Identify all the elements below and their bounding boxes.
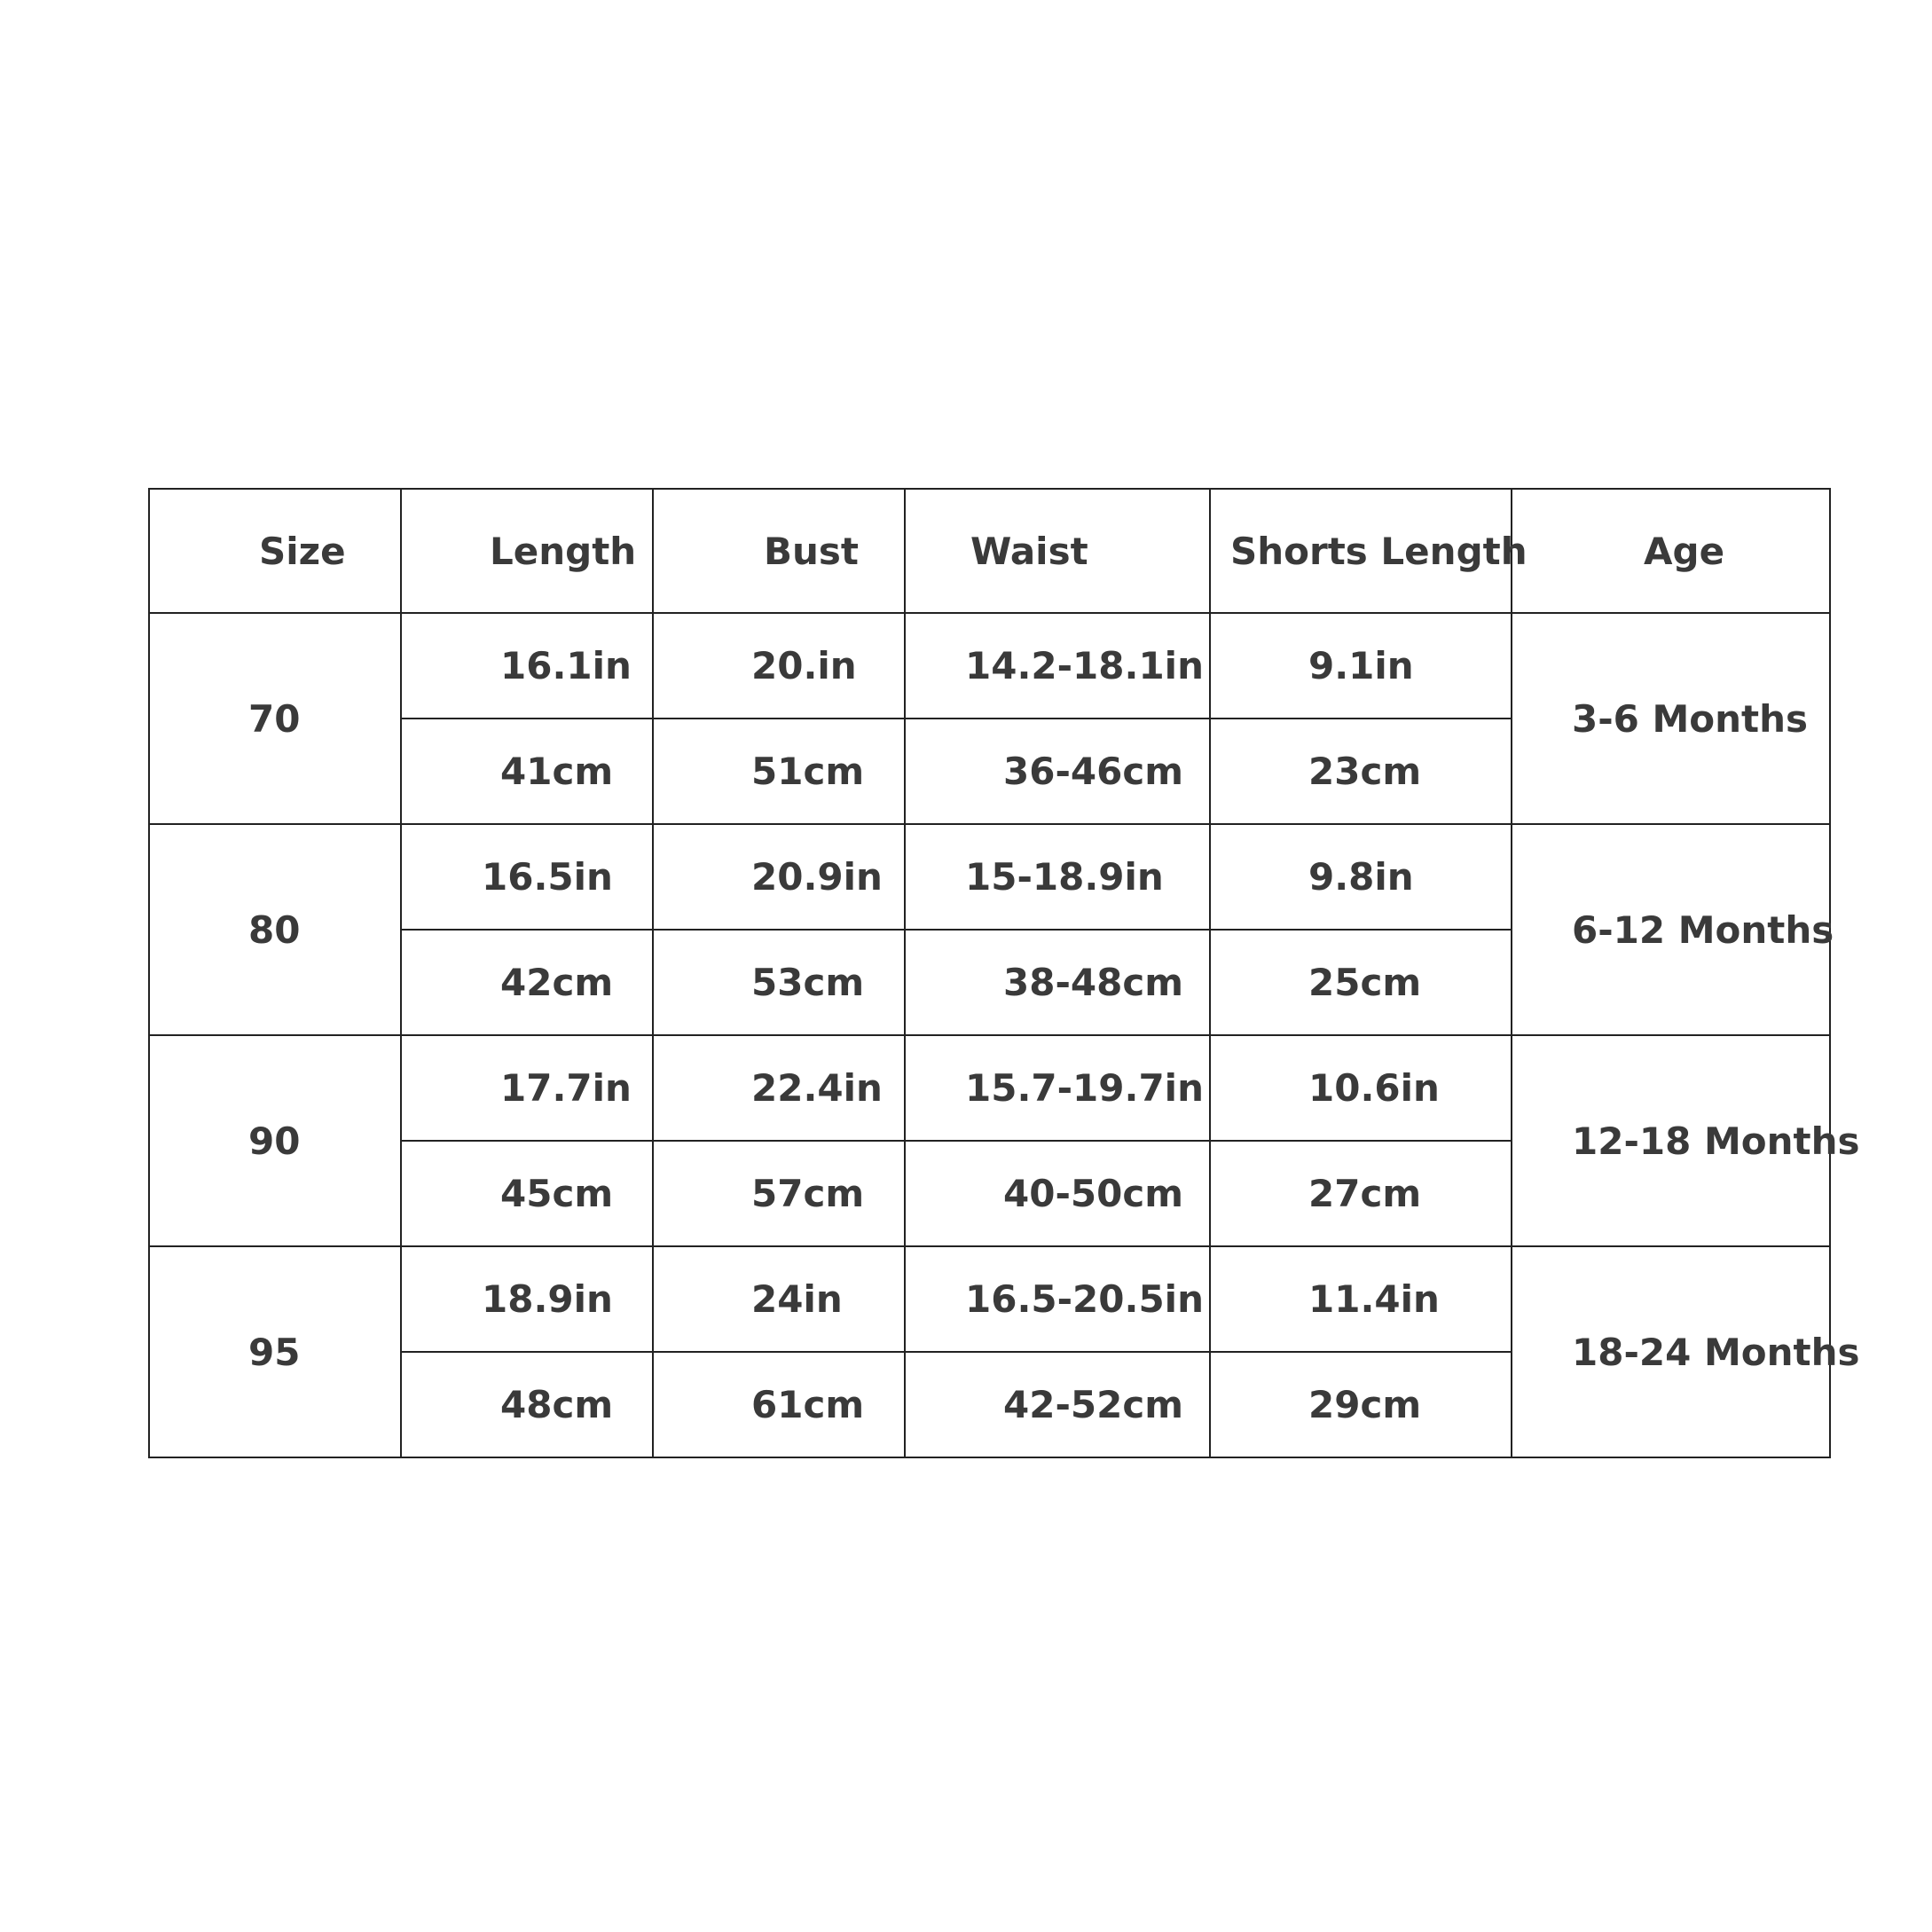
bust-inch: 20.in: [653, 613, 905, 719]
waist-cm: 38-48cm: [905, 930, 1210, 1035]
shorts-length-inch: 9.8in: [1210, 824, 1512, 930]
shorts-length-cm: 25cm: [1210, 930, 1512, 1035]
shorts-length-cm: 29cm: [1210, 1352, 1512, 1457]
bust-inch: 24in: [653, 1246, 905, 1352]
shorts-length-inch: 11.4in: [1210, 1246, 1512, 1352]
age-value: 6-12 Months: [1512, 824, 1830, 1035]
header-age: Age: [1512, 489, 1830, 613]
waist-cm: 36-46cm: [905, 719, 1210, 824]
waist-inch: 15.7-19.7in: [905, 1035, 1210, 1141]
waist-inch: 14.2-18.1in: [905, 613, 1210, 719]
length-inch: 16.5in: [401, 824, 653, 930]
length-inch: 17.7in: [401, 1035, 653, 1141]
shorts-length-inch: 9.1in: [1210, 613, 1512, 719]
shorts-length-cm: 27cm: [1210, 1141, 1512, 1246]
table-row: [149, 1035, 1830, 1141]
bust-cm: 51cm: [653, 719, 905, 824]
waist-inch: 15-18.9in: [905, 824, 1210, 930]
length-cm: 45cm: [401, 1141, 653, 1246]
table-row: [149, 824, 1830, 930]
size-value: 90: [149, 1035, 401, 1246]
shorts-length-inch: 10.6in: [1210, 1035, 1512, 1141]
size-chart-table: [148, 488, 1860, 1458]
header-shorts-length: Shorts Length: [1210, 489, 1512, 613]
bust-inch: 20.9in: [653, 824, 905, 930]
length-inch: 18.9in: [401, 1246, 653, 1352]
header-waist: Waist: [905, 489, 1210, 613]
table-row: [149, 613, 1830, 719]
length-inch: 16.1in: [401, 613, 653, 719]
age-value: 12-18 Months: [1512, 1035, 1830, 1246]
bust-cm: 53cm: [653, 930, 905, 1035]
waist-cm: 42-52cm: [905, 1352, 1210, 1457]
size-value: 70: [149, 613, 401, 824]
size-value: 95: [149, 1246, 401, 1457]
age-value: 3-6 Months: [1512, 613, 1830, 824]
size-value: 80: [149, 824, 401, 1035]
waist-inch: 16.5-20.5in: [905, 1246, 1210, 1352]
table-header-row: [149, 489, 1830, 613]
bust-inch: 22.4in: [653, 1035, 905, 1141]
header-bust: Bust: [653, 489, 905, 613]
length-cm: 41cm: [401, 719, 653, 824]
waist-cm: 40-50cm: [905, 1141, 1210, 1246]
bust-cm: 61cm: [653, 1352, 905, 1457]
length-cm: 48cm: [401, 1352, 653, 1457]
header-size: Size: [149, 489, 401, 613]
shorts-length-cm: 23cm: [1210, 719, 1512, 824]
age-value: 18-24 Months: [1512, 1246, 1830, 1457]
table-row: [149, 1246, 1830, 1352]
bust-cm: 57cm: [653, 1141, 905, 1246]
header-length: Length: [401, 489, 653, 613]
length-cm: 42cm: [401, 930, 653, 1035]
